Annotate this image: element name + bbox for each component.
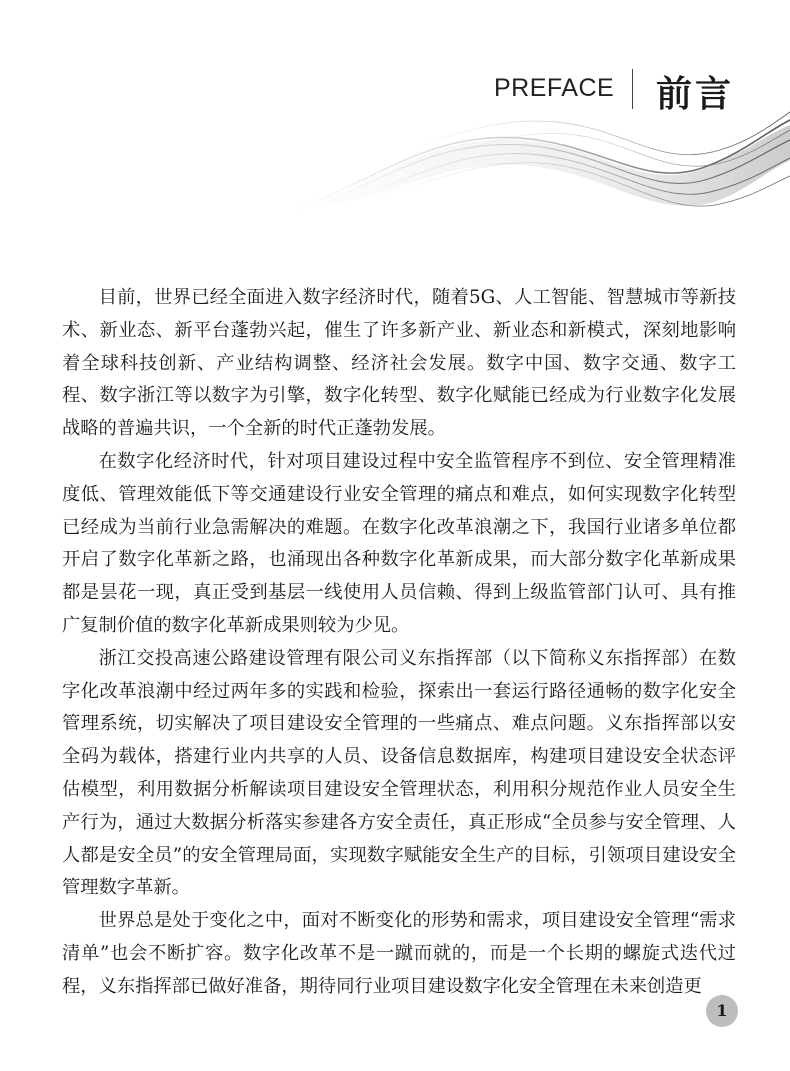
paragraph: 目前，世界已经全面进入数字经济时代，随着5G、人工智能、智慧城市等新技术、新业态、新平台蓬勃兴起，催生了许多新产业、新业态和新模式，深刻地影响着全球科技创新、产业结构调整、经济社会发展。数字中国、数字交通、数字工程、数字浙江等以数字为引擎，数字化转型、数字化赋能已经成为行业数字化发展战略的普遍共识，一个全新的时代正蓬勃发展。: [62, 287, 736, 440]
header-english-title: PREFACE: [494, 74, 615, 102]
header-chinese-title: 前言: [656, 74, 735, 115]
header-divider: [632, 69, 633, 109]
paragraph: 世界总是处于变化之中，面对不断变化的形势和需求，项目建设安全管理“需求清单”也会不断扩容。数字化改革不是一蹴而就的，而是一个长期的螺旋式迭代过程，义东指挥部已做好准备，期待同行业项目建设数字化安全管理在未来创造更: [62, 910, 736, 997]
paragraph: 在数字化经济时代，针对项目建设过程中安全监管程序不到位、安全管理精准度低、管理效能低下等交通建设行业安全管理的痛点和难点，如何实现数字化转型已经成为当前行业急需解决的难题。在数字化改革浪潮之下，我国行业诸多单位都开启了数字化革新之路，也涌现出各种数字化革新成果，而大部分数字化革新成果都是昙花一现，真正受到基层一线使用人员信赖、得到上级监管部门认可、具有推广复制价值的数字化革新成果则较为少见。: [62, 450, 736, 636]
preface-body: [62, 282, 736, 1004]
page-header: [0, 0, 790, 230]
page-number: 1: [706, 995, 738, 1027]
paragraph: 浙江交投高速公路建设管理有限公司义东指挥部（以下简称义东指挥部）在数字化改革浪潮中经过两年多的实践和检验，探索出一套运行路径通畅的数字化安全管理系统，切实解决了项目建设安全管理的一些痛点、难点问题。义东指挥部以安全码为载体，搭建行业内共享的人员、设备信息数据库，构建项目建设安全状态评估模型，利用数据分析解读项目建设安全管理状态，利用积分规范作业人员安全生产行为，通过大数据分析落实参建各方安全责任，真正形成“全员参与安全管理、人人都是安全员”的安全管理局面，实现数字赋能安全生产的目标，引领项目建设安全管理数字革新。: [62, 647, 736, 899]
